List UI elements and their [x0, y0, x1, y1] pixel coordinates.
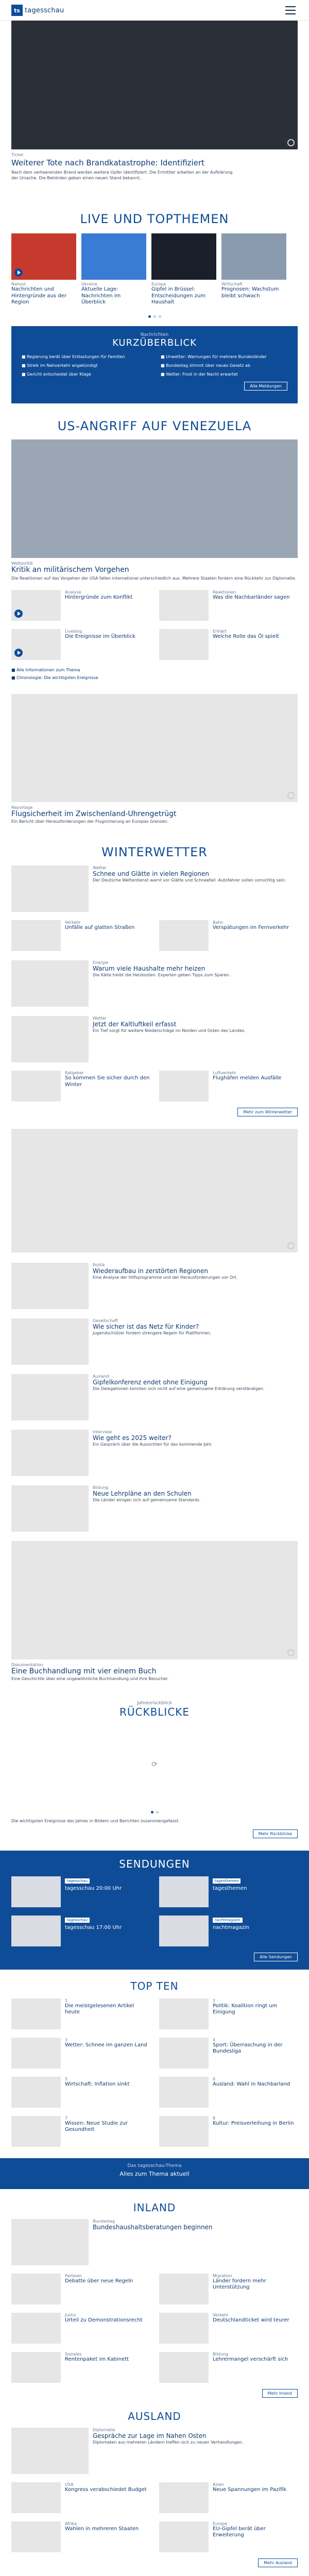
briefing-item[interactable]: ■ Unwetter: Warnungen für mehrere Bundesländer: [161, 354, 267, 359]
live-card-kicker: Nahost: [11, 282, 26, 287]
inland-item[interactable]: Verkehr Deutschlandticket wird teurer: [159, 2313, 298, 2344]
winter-item[interactable]: Ratgeber So kommen Sie sicher durch den Winter: [11, 1071, 150, 1101]
ausland-item[interactable]: Afrika Wahlen in mehreren Staaten: [11, 2521, 150, 2552]
review-title: RÜCKBLICKE: [119, 1705, 190, 1718]
banner-image[interactable]: [11, 1129, 298, 1252]
show-item[interactable]: tagesschau tagesschau 20:00 Uhr: [11, 1876, 150, 1907]
logo-mark-text: ts: [14, 7, 20, 14]
list-item[interactable]: Interview Wie geht es 2025 weiter? Ein Gespräch über die Aussichten für das kommende Jahr.: [11, 1430, 298, 1476]
us-item[interactable]: Reaktionen Was die Nachbarländer sagen: [159, 590, 298, 621]
briefing-item[interactable]: ■ Wetter: Frost in der Nacht erwartet: [161, 371, 238, 377]
shows-more-button[interactable]: Alle Sendungen: [254, 1953, 298, 1961]
briefing-item[interactable]: ■ Gericht entscheidet über Klage: [22, 371, 91, 377]
us-headline[interactable]: Kritik an militärischem Vorgehen: [11, 565, 129, 574]
live-topthemen-title: LIVE UND TOPTHEMEN: [80, 212, 229, 227]
ausland-item[interactable]: Europa EU-Gipfel berät über Erweiterung: [159, 2521, 298, 2552]
live-card[interactable]: [11, 233, 76, 306]
winter-section: [0, 845, 309, 1116]
live-card-headline: Nachrichten und Hintergründe aus der Region: [11, 286, 66, 306]
top10-title: TOP TEN: [130, 1979, 179, 1992]
topic-banner-text: Alles zum Thema aktuell: [119, 2170, 190, 2177]
us-item[interactable]: Liveblog Die Ereignisse im Überblick: [11, 629, 150, 660]
winter-lead[interactable]: Wetter Schnee und Glätte in vielen Regionen Der Deutsche Wetterdienst warnt vor Glätte und Schneefall. Autofahrer sollen vorsichtig sein.: [11, 866, 298, 912]
video-text: Eine Geschichte über eine ungewöhnliche Buchhandlung und ihre Besucher.: [11, 1676, 169, 1681]
winter-item[interactable]: Luftverkehr Flughäfen melden Ausfälle: [159, 1071, 298, 1101]
review-more-button[interactable]: Mehr Rückblicke: [253, 1829, 298, 1838]
ausland-item[interactable]: USA Kongress verabschiedet Budget: [11, 2482, 150, 2513]
hero-section: [0, 21, 309, 181]
inland-item[interactable]: Migration Länder fordern mehr Unterstützung: [159, 2274, 298, 2304]
winter-third[interactable]: Wetter Jetzt der Kaltluftkeil erfasst Ein Tief sorgt für weitere Niederschläge im Norden und Osten des Landes.: [11, 1016, 298, 1062]
loading-spinner-icon: ⟳: [151, 1760, 158, 1769]
list-item[interactable]: Ausland Gipfelkonferenz endet ohne Einigung Die Delegationen konnten sich nicht auf eine gemeinsame Erklärung verständigen.: [11, 1374, 298, 1420]
site-header: [0, 0, 309, 21]
article-list: [0, 1263, 309, 1532]
briefing-item[interactable]: ■ Streik im Nahverkehr angekündigt: [22, 363, 98, 368]
show-item[interactable]: tagesschau tagesschau 17:00 Uhr: [11, 1916, 150, 1946]
us-link[interactable]: ■ Chronologie: Die wichtigsten Ereignisse: [11, 675, 98, 681]
top10-item[interactable]: 8 Kultur: Preisverleihung in Berlin: [159, 2116, 298, 2147]
image-placeholder-icon: [287, 139, 295, 146]
top10-item[interactable]: 4 Sport: Überraschung in der Bundesliga: [159, 2038, 298, 2069]
live-card-image: [151, 233, 216, 280]
briefing-more-button[interactable]: Alle Meldungen: [244, 382, 287, 391]
review-text: Die wichtigsten Ereignisse des Jahres in Bildern und Berichten zusammengefasst.: [11, 1818, 180, 1823]
inland-item[interactable]: Parteien Debatte über neue Regeln: [11, 2274, 150, 2304]
ausland-more-button[interactable]: Mehr Ausland: [258, 2558, 298, 2567]
feature-headline[interactable]: Flugsicherheit im Zwischenland-Uhrengetrügt: [11, 810, 177, 819]
live-card[interactable]: [81, 233, 146, 306]
winter-second[interactable]: Energie Warum viele Haushalte mehr heizen Die Kälte treibt die Heizkosten. Experten geben Tipps zum Sparen.: [11, 960, 298, 1007]
top10-item[interactable]: 1 Die meistgelesenen Artikel heute: [11, 1998, 150, 2029]
top10-section: [0, 1980, 309, 2147]
live-card-image: [221, 233, 286, 280]
ausland-title: AUSLAND: [128, 2410, 181, 2422]
hero-image[interactable]: [11, 21, 298, 149]
live-card-headline: Prognosen: Wachstum bleibt schwach: [221, 286, 279, 299]
site-logo[interactable]: [11, 5, 64, 16]
inland-item[interactable]: Soziales Rentenpaket im Kabinett: [11, 2352, 150, 2383]
top10-item[interactable]: 2 Politik: Koalition ringt um Einigung: [159, 1998, 298, 2029]
live-card-kicker: Ukraine: [81, 282, 97, 287]
list-item[interactable]: Gesellschaft Wie sicher ist das Netz für Kinder? Jugendschützer fordern strengere Regeln für Plattformen.: [11, 1318, 298, 1365]
feature-image[interactable]: [11, 694, 298, 802]
play-icon: [14, 268, 23, 277]
topic-banner[interactable]: [0, 2158, 309, 2189]
winter-more-button[interactable]: Mehr zum Winterwetter: [237, 1108, 298, 1116]
top10-item[interactable]: 6 Ausland: Wahl in Nachbarland: [159, 2077, 298, 2108]
feature-section: [0, 694, 309, 824]
us-item[interactable]: Erklärt Welche Rolle das Öl spielt: [159, 629, 298, 660]
show-item[interactable]: tagesthemen tagesthemen: [159, 1876, 298, 1907]
shows-section: [0, 1851, 309, 1970]
play-icon: [14, 609, 23, 618]
video-block: [0, 1541, 309, 1682]
ausland-lead[interactable]: Diplomatie Gespräche zur Lage im Nahen Osten Diplomaten aus mehreren Ländern treffen sich zu neuen Verhandlungen.: [11, 2428, 298, 2474]
inland-item[interactable]: Bildung Lehrermangel verschärft sich: [159, 2352, 298, 2383]
inland-title: INLAND: [133, 2201, 176, 2214]
live-card[interactable]: [151, 233, 216, 306]
inland-section: [0, 2201, 309, 2398]
live-card[interactable]: [221, 233, 286, 306]
hamburger-menu-icon[interactable]: [285, 6, 296, 14]
briefing-item[interactable]: ■ Regierung berät über Entlastungen für Familien: [22, 354, 125, 359]
briefing-section: [11, 326, 298, 403]
list-item[interactable]: Bildung Neue Lehrpläne an den Schulen Die Länder einigen sich auf gemeinsame Standards.: [11, 1485, 298, 1532]
hero-kicker: Ticker: [11, 152, 24, 157]
video-headline[interactable]: Eine Buchhandlung mit vier einem Buch: [11, 1667, 157, 1676]
review-section: [0, 1701, 309, 1838]
winter-title: WINTERWETTER: [101, 845, 208, 860]
us-kicker: Weltpolitik: [11, 561, 33, 566]
feature-kicker: Reportage: [11, 805, 33, 810]
review-kicker: Jahresrückblick: [136, 1700, 173, 1706]
inland-lead[interactable]: Bundestag Bundeshaushaltsberatungen beginnen: [11, 2219, 298, 2265]
live-topthemen-section: [0, 212, 309, 318]
live-card-kicker: Europa: [151, 282, 166, 287]
us-section: [0, 419, 309, 682]
live-card-image: [81, 233, 146, 280]
us-item[interactable]: Analyse Hintergründe zum Konflikt: [11, 590, 150, 621]
list-item[interactable]: Politik Wiederaufbau in zerstörten Regionen Eine Analyse der Hilfsprogramme und der Herausforderungen vor Ort.: [11, 1263, 298, 1309]
logo-mark: [11, 5, 23, 16]
feature-text: Ein Bericht über Herausforderungen der Flugsicherung an Europas Grenzen.: [11, 819, 169, 824]
us-lead-image[interactable]: [11, 439, 298, 558]
ausland-item[interactable]: Asien Neue Spannungen im Pazifik: [159, 2482, 298, 2513]
inland-more-button[interactable]: Mehr Inland: [262, 2389, 298, 2398]
briefing-title: KURZÜBERBLICK: [112, 337, 197, 348]
live-card-kicker: Wirtschaft: [221, 282, 243, 287]
top10-item[interactable]: 5 Wirtschaft: Inflation sinkt: [11, 2077, 150, 2108]
winter-item[interactable]: Bahn Verspätungen im Fernverkehr: [159, 920, 298, 951]
briefing-kicker: Nachrichten: [140, 332, 169, 337]
live-card-headline: Gipfel in Brüssel: Entscheidungen zum Haushalt: [151, 286, 205, 306]
banner-placeholder: [0, 1129, 309, 1252]
play-icon: [14, 649, 23, 657]
top10-item[interactable]: 3 Wetter: Schnee im ganzen Land: [11, 2038, 150, 2069]
video-image[interactable]: [11, 1541, 298, 1659]
live-card-headline: Aktuelle Lage: Nachrichten im Überblick: [81, 286, 121, 306]
live-card-image: [11, 233, 76, 280]
us-title: US-ANGRIFF AUF VENEZUELA: [57, 418, 252, 433]
briefing-item[interactable]: ■ Bundestag stimmt über neues Gesetz ab: [161, 363, 251, 368]
logo-text: tagesschau: [25, 6, 64, 14]
carousel-dots[interactable]: [11, 1811, 298, 1814]
topic-banner-kicker: Das tagesschau-Thema: [127, 2163, 182, 2168]
show-item[interactable]: nachtmagazin nachtmagazin: [159, 1916, 298, 1946]
hero-text: Nach dem verheerenden Brand werden weitere Opfer identifiziert. Die Ermittler arbeiten an der Aufklärung der Ursache. Die Behörden geben einen neuen Stand bekannt.: [11, 170, 233, 180]
video-kicker: Dokumentation: [11, 1663, 43, 1668]
hero-headline[interactable]: Weiterer Tote nach Brandkatastrophe: Identifiziert: [11, 158, 204, 167]
carousel-dots[interactable]: [11, 315, 298, 318]
us-text: Die Reaktionen auf das Vorgehen der USA fallen international unterschiedlich aus. Mehrere Staaten fordern eine Rückkehr zur Diplomatie.: [11, 576, 297, 581]
top10-item[interactable]: 7 Wissen: Neue Studie zur Gesundheit: [11, 2116, 150, 2147]
us-link[interactable]: ■ Alle Informationen zum Thema: [11, 668, 80, 673]
winter-item[interactable]: Verkehr Unfälle auf glatten Straßen: [11, 920, 150, 951]
inland-item[interactable]: Justiz Urteil zu Demonstrationsrecht: [11, 2313, 150, 2344]
ausland-section: [0, 2410, 309, 2567]
shows-title: SENDUNGEN: [119, 1857, 190, 1870]
